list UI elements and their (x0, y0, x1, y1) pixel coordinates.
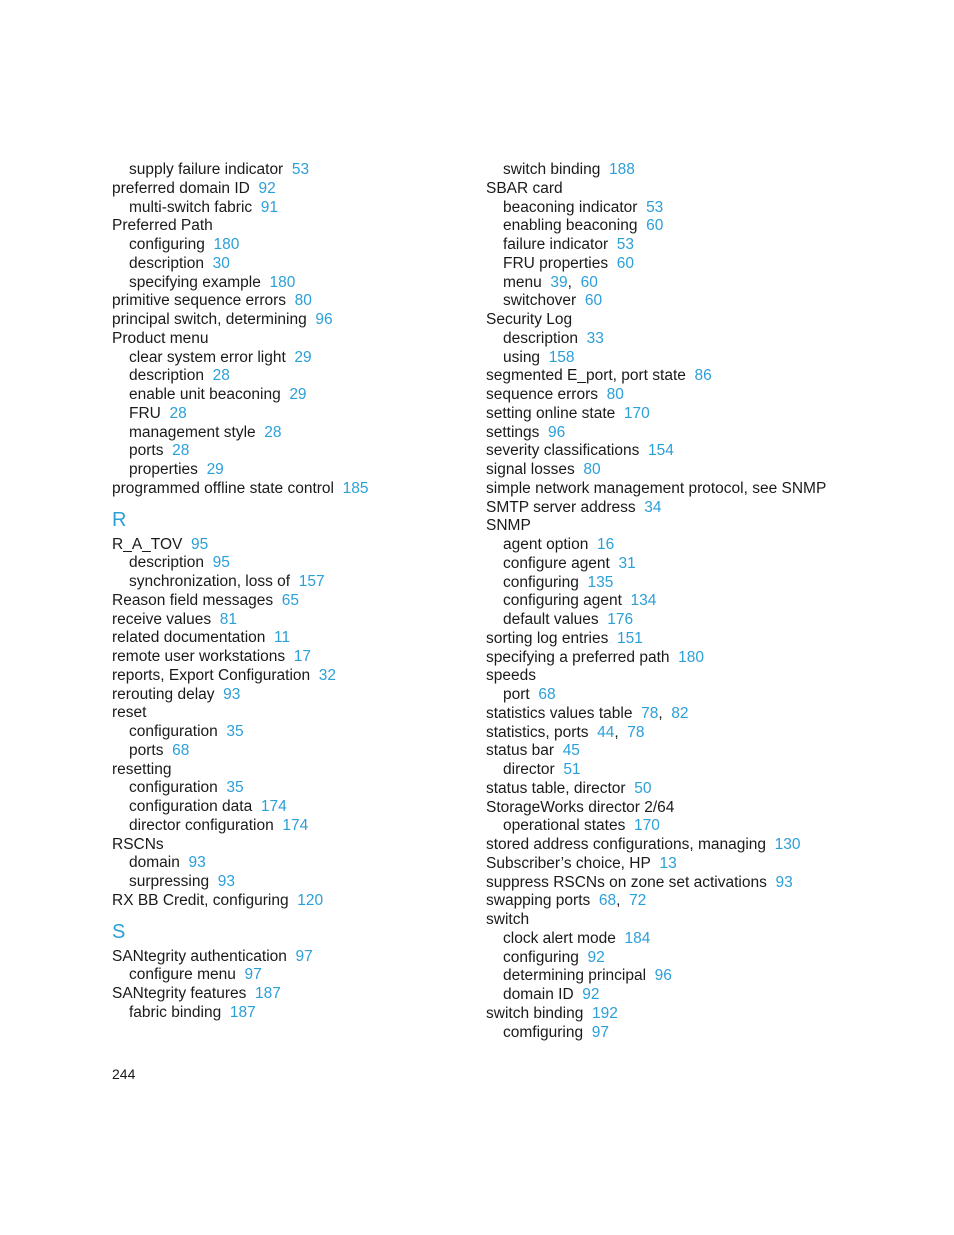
index-entry (486, 461, 856, 480)
index-term: settings (486, 423, 540, 441)
index-term: configure menu (129, 966, 236, 984)
index-subentry (112, 161, 482, 180)
index-term: operational states (503, 817, 626, 835)
page-reference-link[interactable]: 35 (226, 723, 244, 740)
index-term: description (129, 254, 204, 272)
index-term: domain (129, 854, 180, 872)
index-entry (486, 799, 856, 818)
page-reference-link[interactable]: 92 (587, 948, 605, 966)
page-reference-link[interactable]: 192 (591, 1004, 618, 1022)
index-entry (486, 180, 856, 199)
page-reference-link[interactable]: 53 (646, 198, 664, 216)
index-entry (486, 480, 856, 499)
index-term: using (503, 348, 541, 366)
page-reference-link[interactable]: 184 (624, 929, 651, 947)
index-entry (112, 480, 482, 499)
index-subentry (486, 349, 856, 368)
page-reference-link[interactable]: 44 (597, 723, 615, 741)
index-term: stored address configurations, managing (486, 836, 767, 853)
index-term: comfiguring (503, 1023, 584, 1041)
index-term: programmed offline state control (112, 479, 334, 497)
index-term: RX BB Credit, configuring (112, 891, 289, 909)
page-reference-link[interactable]: 80 (583, 461, 601, 478)
index-entry (112, 948, 482, 967)
index-entry (112, 648, 482, 667)
index-term: status table, director (486, 779, 626, 797)
page-reference-link[interactable]: 97 (295, 947, 313, 965)
index-term: sorting log entries (486, 629, 609, 647)
index-entry (486, 499, 856, 518)
page-reference-link[interactable]: 176 (607, 611, 634, 628)
index-subentry (486, 555, 856, 574)
index-term: configuring (503, 948, 579, 966)
index-term: configuring (129, 236, 205, 253)
index-subentry (112, 461, 482, 480)
index-term: SNMP (486, 517, 531, 535)
page-reference-link[interactable]: 53 (291, 161, 310, 178)
page-reference-link[interactable]: 135 (587, 573, 614, 591)
index-term: synchronization, loss of (129, 573, 291, 590)
index-entry (112, 686, 482, 705)
index-entry (112, 536, 482, 555)
page-reference-link[interactable]: 50 (634, 779, 652, 797)
index-subentry (112, 554, 482, 573)
page-reference-link[interactable]: 187 (229, 1003, 256, 1021)
index-entry: swapping ports 68, 72 (486, 892, 647, 910)
index-term: remote user workstations (112, 648, 286, 665)
page-reference-link[interactable]: 97 (244, 966, 262, 984)
page-reference-link[interactable]: 60 (584, 292, 603, 310)
index-entry (112, 292, 482, 311)
index-term: FRU (129, 404, 161, 422)
index-entry (486, 517, 856, 536)
index-entry (486, 367, 856, 386)
index-entry (486, 836, 856, 855)
index-term: ports (129, 442, 164, 460)
page-reference-link[interactable]: 80 (606, 386, 624, 403)
page-reference-link[interactable]: 60 (616, 254, 634, 272)
page-reference-link[interactable]: 130 (774, 836, 801, 853)
page-reference-link[interactable]: 96 (654, 967, 672, 985)
page-reference-link[interactable]: 31 (618, 554, 636, 572)
index-entry (486, 311, 856, 330)
page-reference-link[interactable]: 180 (213, 236, 240, 253)
page-reference-link[interactable]: 65 (281, 591, 299, 609)
index-term: segmented E_port, port state (486, 367, 686, 385)
index-term: properties (129, 461, 198, 478)
page-reference-link[interactable]: 82 (671, 704, 689, 722)
index-entry: statistics values table 78, 82 (486, 704, 689, 722)
index-subentry (486, 592, 856, 611)
page-reference-link[interactable]: 17 (293, 648, 312, 665)
index-term: configuration (129, 723, 218, 740)
page-reference-link[interactable]: 78 (627, 723, 645, 741)
page-reference-link[interactable]: 51 (563, 761, 581, 778)
index-subentry (486, 817, 856, 836)
index-term: StorageWorks director 2/64 (486, 798, 675, 816)
page-reference-link[interactable]: 96 (315, 311, 333, 328)
page-reference-link[interactable]: 120 (297, 891, 324, 909)
index-term: severity classifications (486, 442, 640, 460)
index-subentry (486, 611, 856, 630)
index-subentry (486, 217, 856, 236)
index-entry (112, 311, 482, 330)
index-subentry (112, 255, 482, 274)
index-entry (486, 386, 856, 405)
page-reference-link[interactable]: 16 (596, 536, 615, 553)
page-reference-link[interactable]: 174 (282, 816, 309, 834)
index-term: enable unit beaconing (129, 386, 281, 403)
index-term: director (503, 761, 555, 778)
index-term: multi-switch fabric (129, 198, 253, 216)
page-reference-link[interactable]: 78 (641, 704, 659, 722)
page-reference-link[interactable]: 32 (318, 666, 337, 684)
index-term: reset (112, 704, 147, 722)
index-subentry (112, 723, 482, 742)
index-subentry (112, 424, 482, 443)
index-term: SMTP server address (486, 498, 636, 516)
index-entry (486, 874, 856, 893)
index-term: beaconing indicator (503, 198, 638, 216)
index-term: switch binding (503, 161, 601, 178)
index-term: status bar (486, 742, 555, 760)
page-reference-link[interactable]: 13 (659, 854, 677, 872)
index-term: specifying example (129, 273, 261, 291)
index-entry (112, 217, 482, 236)
page-reference-link[interactable]: 93 (217, 873, 235, 890)
page-reference-link[interactable]: 134 (630, 592, 657, 610)
page-reference-link[interactable]: 60 (646, 217, 664, 235)
index-entry (112, 667, 482, 686)
index-entry (486, 742, 856, 761)
index-section-letter: R (112, 508, 127, 531)
page-reference-link[interactable]: 97 (591, 1023, 609, 1041)
index-subentry (112, 966, 482, 985)
index-term: enabling beaconing (503, 217, 638, 235)
index-term: switch (486, 911, 530, 928)
index-term: principal switch, determining (112, 311, 307, 328)
index-section-letter: S (112, 920, 126, 943)
index-term: switch binding (486, 1004, 584, 1022)
index-entry (112, 985, 482, 1004)
page-reference-link[interactable]: 170 (623, 404, 650, 422)
page-reference-link[interactable]: 151 (616, 629, 643, 647)
index-term: statistics, ports (486, 723, 589, 741)
page-reference-link[interactable]: 93 (223, 685, 241, 703)
index-subentry (112, 367, 482, 386)
index-subentry (486, 236, 856, 255)
index-term: ports (129, 741, 164, 759)
index-term: management style (129, 423, 256, 441)
index-term: related documentation (112, 629, 266, 647)
index-term: switchover (503, 292, 577, 310)
index-subentry (112, 199, 482, 218)
page-reference-link[interactable]: 188 (608, 161, 635, 178)
index-term: Reason field messages (112, 591, 274, 609)
index-term: default values (503, 611, 599, 628)
page-reference-link[interactable]: 35 (226, 779, 244, 797)
page-reference-link[interactable]: 95 (212, 554, 230, 572)
index-subentry (112, 236, 482, 255)
index-column-left (112, 161, 482, 1023)
page-reference-link[interactable]: 91 (260, 198, 279, 216)
page-reference-link[interactable]: 180 (269, 273, 296, 291)
index-term: speeds (486, 667, 536, 685)
page-reference-link[interactable]: 34 (644, 498, 662, 516)
page-reference-link[interactable]: 95 (190, 535, 209, 553)
page-reference-link[interactable]: 53 (616, 236, 634, 253)
page-reference-link[interactable]: 187 (255, 985, 281, 1002)
page-reference-link[interactable]: 29 (206, 461, 224, 478)
index-term: Preferred Path (112, 217, 213, 235)
index-subentry (486, 761, 856, 780)
index-entry (486, 649, 856, 668)
page-reference-link[interactable]: 60 (580, 273, 598, 291)
index-entry (486, 442, 856, 461)
page-reference-link[interactable]: 72 (629, 892, 647, 910)
index-term: failure indicator (503, 236, 609, 253)
page-reference-link[interactable]: 29 (289, 386, 307, 403)
index-term: director configuration (129, 816, 274, 834)
index-term: supply failure indicator (129, 161, 284, 178)
page-reference-link[interactable]: 158 (548, 348, 575, 366)
index-subentry (112, 386, 482, 405)
page-reference-link[interactable]: 11 (274, 629, 291, 647)
index-subentry (486, 255, 856, 274)
index-term: primitive sequence errors (112, 292, 287, 310)
index-term: description (129, 554, 204, 572)
index-subentry (486, 949, 856, 968)
index-term: sequence errors (486, 386, 599, 403)
index-entry (112, 180, 482, 199)
index-subentry (112, 817, 482, 836)
index-subentry (112, 779, 482, 798)
index-term: configure agent (503, 554, 610, 572)
index-term: signal losses (486, 461, 575, 478)
index-term: swapping ports (486, 892, 591, 910)
index-term: port (503, 686, 530, 703)
index-term: reports, Export Configuration (112, 666, 311, 684)
index-term: rerouting delay (112, 685, 215, 703)
index-subentry (112, 742, 482, 761)
index-subentry (112, 573, 482, 592)
index-term: R_A_TOV (112, 535, 183, 553)
index-term: domain ID (503, 986, 574, 1003)
index-term: configuration (129, 779, 218, 797)
index-term: fabric binding (129, 1003, 222, 1021)
index-entry (112, 592, 482, 611)
index-term: SANtegrity authentication (112, 947, 287, 965)
index-term: suppress RSCNs on zone set activations (486, 873, 767, 891)
index-subentry (486, 686, 856, 705)
page-reference-link[interactable]: 96 (548, 423, 566, 441)
page-reference-link[interactable]: 28 (172, 442, 190, 460)
index-entry (486, 911, 856, 930)
page-reference-link[interactable]: 154 (647, 442, 674, 460)
index-subentry (112, 274, 482, 293)
page-reference-link[interactable]: 80 (294, 292, 312, 310)
index-term: statistics values table (486, 704, 633, 722)
index-subentry (486, 574, 856, 593)
page-reference-link[interactable]: 68 (172, 741, 190, 759)
index-term: setting online state (486, 404, 616, 422)
index-term: description (503, 329, 578, 347)
index-term: configuring (503, 573, 579, 591)
page-reference-link[interactable]: 92 (582, 986, 600, 1003)
index-entry (112, 892, 482, 911)
page-reference-link[interactable]: 86 (694, 367, 712, 385)
page-reference-link[interactable]: 45 (562, 742, 580, 760)
page-reference-link[interactable]: 28 (264, 423, 282, 441)
index-term: Subscriber’s choice, HP (486, 854, 651, 872)
index-subentry (112, 798, 482, 817)
index-entry (112, 330, 482, 349)
page-reference-link[interactable]: 93 (775, 873, 793, 891)
index-column-right (486, 161, 856, 1042)
page-reference-link[interactable]: 93 (188, 854, 206, 872)
index-term: clear system error light (129, 348, 286, 366)
index-term: SBAR card (486, 179, 563, 197)
index-subentry (486, 930, 856, 949)
index-entry (112, 704, 482, 723)
index-entry (486, 630, 856, 649)
page-reference-link[interactable]: 174 (260, 798, 287, 815)
index-term: specifying a preferred path (486, 648, 670, 666)
index-entry (486, 1005, 856, 1024)
index-entry (486, 667, 856, 686)
index-entry (486, 780, 856, 799)
index-term: resetting (112, 760, 172, 778)
index-subentry (486, 986, 856, 1005)
index-subentry (486, 536, 856, 555)
index-subentry (486, 967, 856, 986)
page-reference-link[interactable]: 29 (294, 348, 312, 366)
page-reference-link[interactable]: 92 (258, 179, 276, 197)
index-subentry (112, 873, 482, 892)
index-term: FRU properties (503, 254, 609, 272)
index-term: receive values (112, 610, 212, 628)
index-subentry (112, 854, 482, 873)
page-reference-link[interactable]: 185 (342, 479, 369, 497)
index-subentry: menu 39, 60 (503, 273, 598, 291)
page-reference-link[interactable]: 81 (219, 610, 237, 628)
page-reference-link[interactable]: 180 (678, 648, 705, 666)
index-term: simple network management protocol, see SNMP (486, 479, 827, 497)
index-term: Product menu (112, 329, 209, 347)
index-term: Security Log (486, 311, 573, 328)
index-entry: statistics, ports 44, 78 (486, 723, 645, 741)
page-reference-link[interactable]: 68 (538, 686, 556, 703)
index-subentry (486, 330, 856, 349)
page-reference-link[interactable]: 33 (586, 329, 604, 347)
index-entry (112, 761, 482, 780)
page-number: 244 (112, 1066, 136, 1082)
page-reference-link[interactable]: 28 (169, 404, 187, 422)
index-term: RSCNs (112, 835, 164, 853)
index-subentry (112, 405, 482, 424)
index-entry (112, 836, 482, 855)
index-entry (486, 424, 856, 443)
index-entry (112, 629, 482, 648)
index-subentry (486, 199, 856, 218)
index-subentry (112, 349, 482, 368)
page-reference-link[interactable]: 28 (212, 367, 230, 385)
index-subentry (112, 442, 482, 461)
index-entry (112, 611, 482, 630)
index-term: description (129, 367, 204, 385)
index-entry (486, 855, 856, 874)
index-subentry (486, 1024, 856, 1043)
index-entry (486, 405, 856, 424)
index-term: agent option (503, 536, 589, 553)
page-reference-link[interactable]: 157 (298, 573, 325, 590)
index-subentry (486, 161, 856, 180)
page-reference-link[interactable]: 30 (212, 254, 230, 272)
index-term: surpressing (129, 873, 210, 890)
index-subentry (486, 292, 856, 311)
index-subentry (112, 1004, 482, 1023)
index-term: SANtegrity features (112, 985, 247, 1002)
index-term: configuring agent (503, 592, 622, 610)
page-reference-link[interactable]: 39 (550, 273, 568, 291)
index-term: clock alert mode (503, 929, 616, 947)
index-term: determining principal (503, 967, 647, 985)
index-term: preferred domain ID (112, 179, 250, 197)
index-term: menu (503, 273, 542, 291)
index-term: configuration data (129, 798, 253, 815)
page-reference-link[interactable]: 68 (598, 892, 617, 910)
page-reference-link[interactable]: 170 (633, 817, 660, 835)
